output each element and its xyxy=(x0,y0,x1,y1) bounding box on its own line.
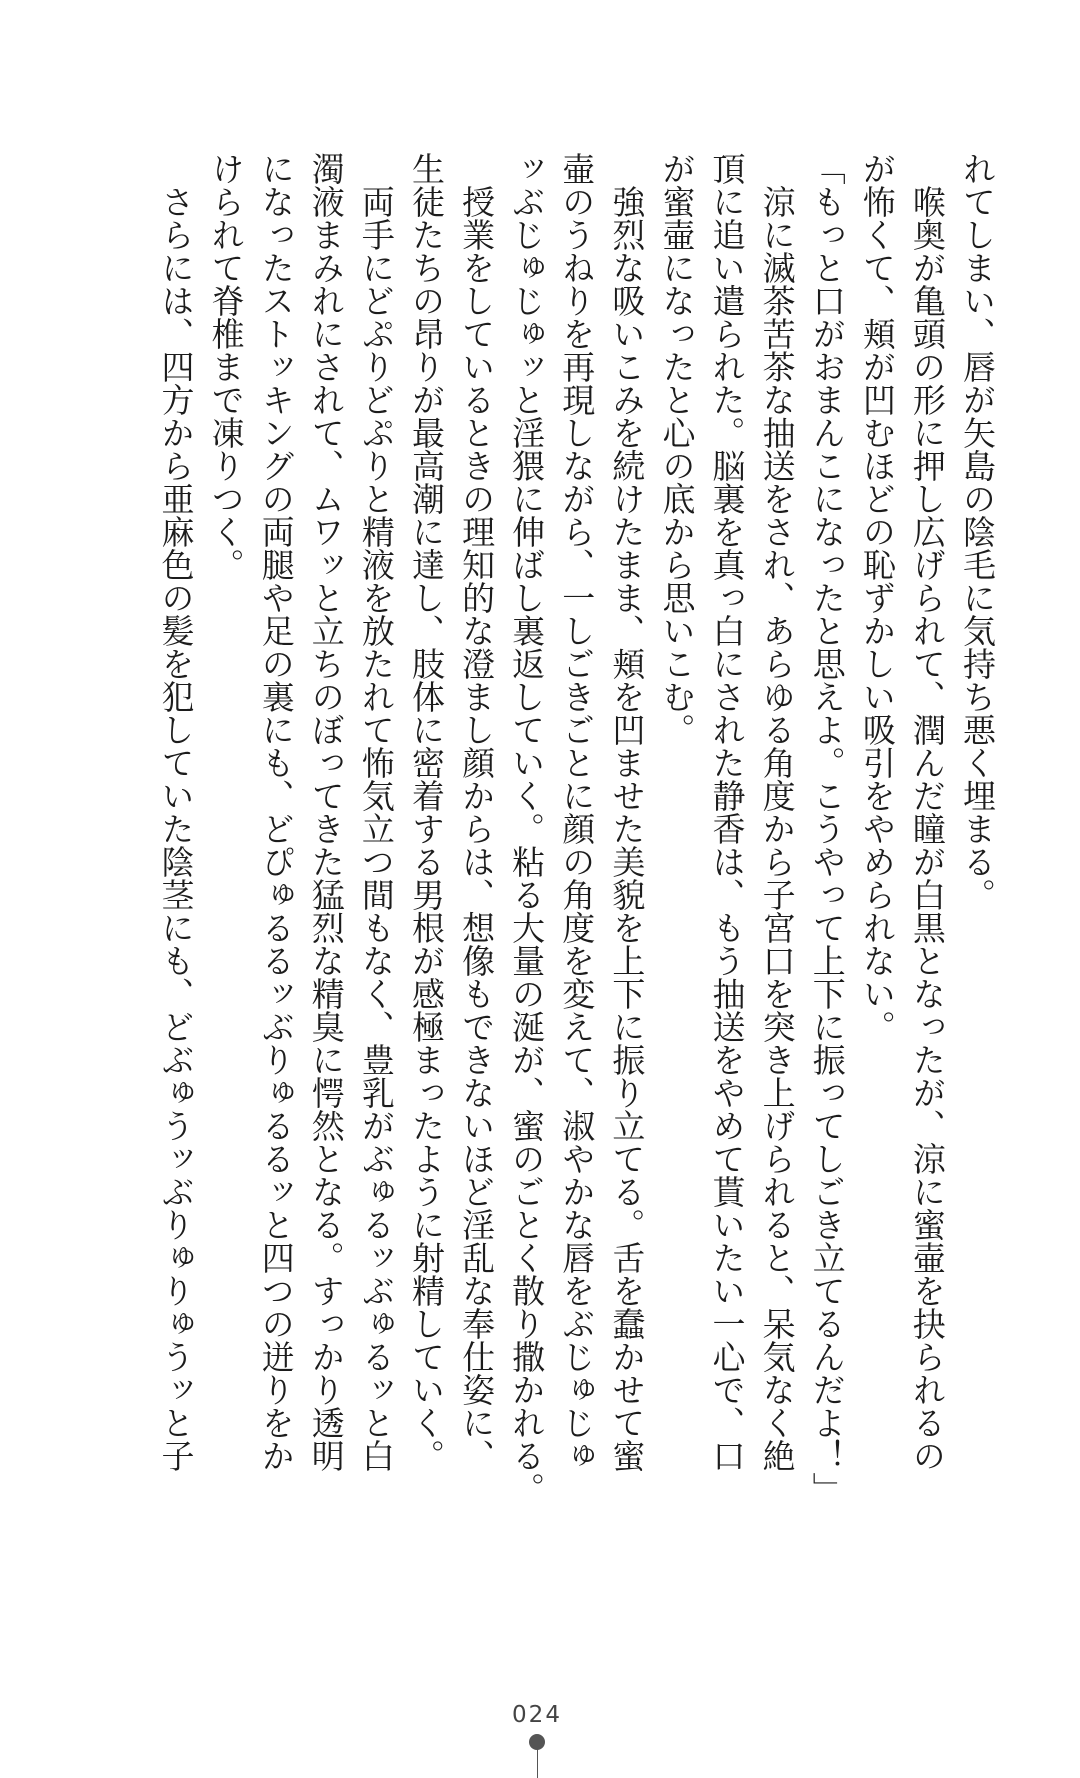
text-column: 強烈な吸いこみを続けたまま、頬を凹ませた美貌を上下に振り立てる。舌を蠢かせて蜜 xyxy=(607,152,647,1472)
text-column: 頂に追い遣られた。脳裏を真っ白にされた静香は、もう抽送をやめて貰いたい一心で、口 xyxy=(707,152,747,1472)
text-column: さらには、四方から亜麻色の髪を犯していた陰茎にも、どぶゅうッぶりゅりゅうッと子 xyxy=(156,152,196,1472)
text-column: が蜜壷になったと心の底から思いこむ。 xyxy=(657,152,697,746)
text-column: 濁液まみれにされて、ムワッと立ちのぼってきた猛烈な精臭に愕然となる。すっかり透明 xyxy=(306,152,346,1472)
page-marker-line xyxy=(537,1748,538,1778)
text-column: 涼に滅茶苦茶な抽送をされ、あらゆる角度から子宮口を突き上げられると、呆気なく絶 xyxy=(757,152,797,1472)
text-column: になったストッキングの両腿や足の裏にも、どぴゅるるッぶりゅるるッと四つの迸りをか xyxy=(256,152,296,1472)
page-number: 024 xyxy=(512,1702,562,1728)
text-column: 喉奥が亀頭の形に押し広げられて、潤んだ瞳が白黒となったが、涼に蜜壷を抉られるの xyxy=(907,152,947,1472)
text-column: 生徒たちの昂りが最高潮に達し、肢体に密着する男根が感極まったように射精していく。 xyxy=(406,152,446,1472)
body-text xyxy=(150,152,1002,1505)
text-column: 授業をしているときの理知的な澄まし顔からは、想像もできないほど淫乱な奉仕姿に、 xyxy=(457,152,497,1472)
text-column: が怖くて、頬が凹むほどの恥ずかしい吸引をやめられない。 xyxy=(857,152,897,1043)
text-column: けられて脊椎まで凍りつく。 xyxy=(206,152,246,581)
text-column: 両手にどぷりどぷりと精液を放たれて怖気立つ間もなく、豊乳がぶゅるッぶゅるッと白 xyxy=(356,152,396,1472)
text-column: 「もっと口がおまんこになったと思えよ。こうやって上下に振ってしごき立てるんだよ！」 xyxy=(807,152,847,1505)
text-column: れてしまい、唇が矢島の陰毛に気持ち悪く埋まる。 xyxy=(958,152,997,911)
text-column: ッぶじゅじゅッと淫猥に伸ばし裏返していく。粘る大量の涎が、蜜のごとく散り撒かれる。 xyxy=(507,152,547,1505)
text-column: 壷のうねりを再現しながら、一しごきごとに顔の角度を変えて、淑やかな唇をぶじゅじゅ xyxy=(557,152,597,1472)
